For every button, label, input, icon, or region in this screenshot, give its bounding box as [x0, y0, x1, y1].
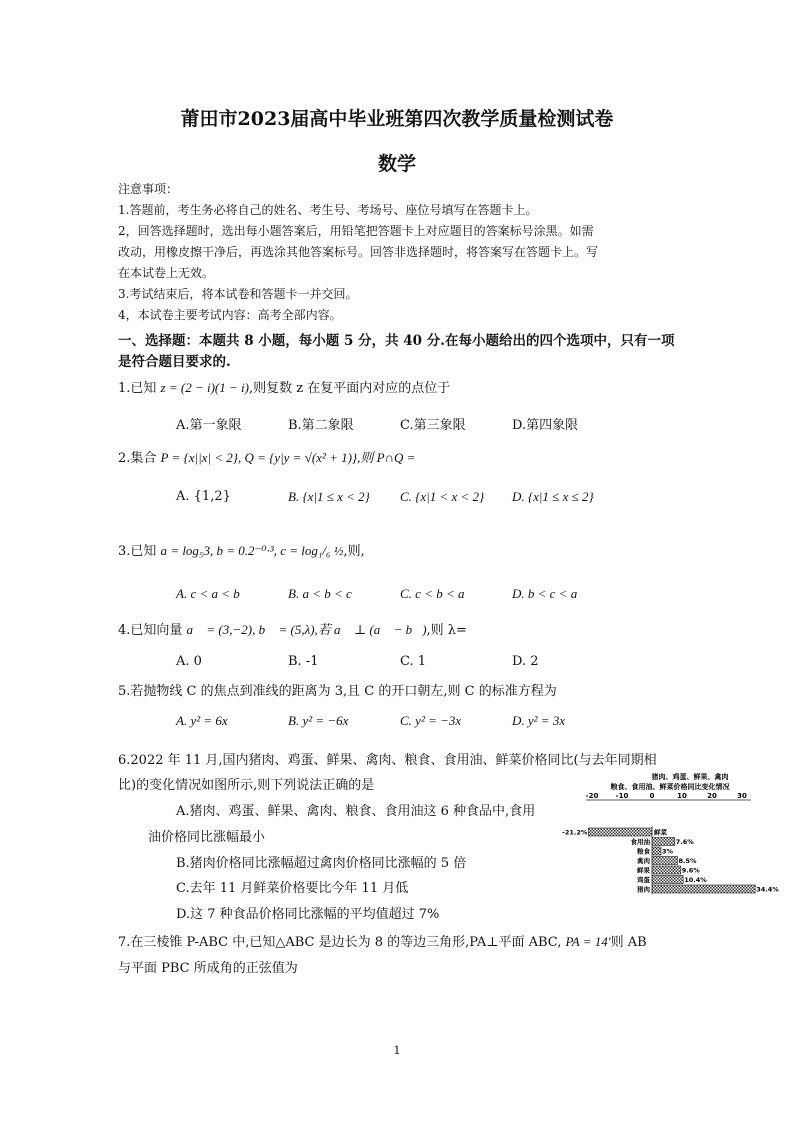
- question-3-option-c: C. c < b < a: [400, 586, 465, 601]
- question-5-option-a: A. y² = 6x: [176, 713, 228, 728]
- page-title: 莆田市2023届高中毕业班第四次教学质量检测试卷: [180, 108, 614, 130]
- question-6-option-c: C.去年 11 月鲜菜价格要比今年 11 月低: [176, 881, 409, 896]
- question-3-suffix: ,则,: [343, 544, 365, 559]
- chart-bar-6: [652, 885, 755, 893]
- chart-x-tick-label: -10: [615, 792, 629, 800]
- question-1-option-d: D.第四象限: [512, 418, 579, 433]
- question-4-option-c: C. 1: [400, 654, 427, 669]
- question-1-stem: [118, 377, 450, 396]
- question-1-option-c: C.第三象限: [400, 418, 466, 433]
- question-1-option-a: A.第一象限: [176, 418, 242, 433]
- question-2-stem: [118, 447, 415, 466]
- question-4-prefix: 4.已知向量: [118, 623, 187, 638]
- chart-category-label: 食用油: [630, 838, 650, 846]
- question-2-option-d: D. {x|1 ≤ x ≤ 2}: [512, 489, 594, 504]
- question-3-option-a: A. c < a < b: [176, 586, 240, 601]
- question-7-formula: PA = 14': [565, 934, 611, 949]
- question-4-option-d: D. 2: [512, 654, 539, 669]
- question-6-option-d: D.这 7 种食品价格同比涨幅的平均值超过 7%: [176, 907, 440, 922]
- chart-category-label: 猪肉: [637, 885, 650, 894]
- notes-item-1: 1.答题前，考生务必将自己的姓名、考生号、考场号、座位号填写在答题卡上。: [118, 203, 538, 217]
- notes-item-2-cont: 改动，用橡皮擦干净后，再选涂其他答案标号。回答非选择题时，将答案写在答题卡上。写: [118, 245, 599, 259]
- chart-x-tick-label: -20: [585, 792, 599, 800]
- chart-x-tick-label: 10: [677, 792, 687, 800]
- chart-bar-5: [652, 876, 683, 884]
- notes-item-4: 4，本试卷主要考试内容：高考全部内容。: [118, 308, 342, 322]
- chart-bar-2: [652, 847, 661, 855]
- chart-value-label: 34.4%: [756, 885, 779, 894]
- notes-item-3: 3.考试结束后，将本试卷和答题卡一并交回。: [118, 287, 358, 301]
- question-2-option-c: C. {x|1 < x < 2}: [400, 489, 485, 504]
- chart-category-label: 粮食: [637, 847, 650, 856]
- question-3-option-d: D. b < c < a: [512, 586, 578, 601]
- question-6-option-a-line2: 油价格同比涨幅最小: [148, 830, 266, 845]
- chart-value-label: 10.4%: [684, 876, 707, 884]
- chart-value-label: -21.2%: [562, 828, 588, 837]
- question-4-suffix: ,则 λ=: [426, 623, 467, 638]
- subject-title: 数学: [377, 153, 416, 175]
- chart-value-label: 8.5%: [678, 857, 697, 865]
- chart-value-label: 9.6%: [681, 866, 700, 875]
- question-4-option-a: A. 0: [176, 654, 202, 669]
- chart-x-tick-label: 20: [707, 792, 717, 800]
- question-2-prefix: 2.集合: [118, 451, 161, 466]
- chart-title-line2: 粮食、食用油、鲜菜价格同比变化情况: [610, 783, 730, 791]
- section-heading-line1: 一、选择题：本题共 8 小题，每小题 5 分，共 40 分.在每小题给出的四个选项中，只有一项: [118, 333, 675, 349]
- question-1-option-b: B.第二象限: [288, 418, 354, 433]
- chart-bar-0: [588, 828, 652, 836]
- question-7-line2: 与平面 PBC 所成角的正弦值为: [118, 961, 298, 976]
- price-change-chart: [560, 770, 779, 910]
- notes-item-2-end: 在本试卷上无效。: [118, 266, 215, 280]
- question-6-stem-line2: 比)的变化情况如图所示,则下列说法正确的是: [118, 778, 375, 793]
- chart-category-label: 鸡蛋: [637, 876, 650, 884]
- question-2-option-b: B. {x|1 ≤ x < 2}: [288, 489, 370, 504]
- question-5-option-d: D. y² = 3x: [512, 713, 566, 728]
- notes-heading: 注意事项：: [118, 182, 179, 196]
- question-4-formula: a⃗ = (3,−2), b⃗ = (5,λ),若 a⃗ ⊥ (a⃗ − b⃗): [186, 622, 427, 637]
- chart-value-label: 7.6%: [675, 838, 694, 846]
- chart-bar-4: [652, 866, 681, 874]
- question-2-formula: P = {x||x| < 2}, Q = {y|y = √(x² + 1)}: [160, 450, 358, 465]
- question-1-suffix: ,则复数 z 在复平面内对应的点位于: [248, 381, 451, 396]
- chart-bar-3: [652, 857, 678, 865]
- question-5-option-c: C. y² = −3x: [400, 713, 462, 728]
- chart-x-tick-label: 30: [737, 792, 747, 800]
- notes-item-2: 2，回答选择题时，选出每小题答案后，用铅笔把答题卡上对应题目的答案标号涂黑。如需: [118, 224, 594, 238]
- question-2-option-a: A. {1,2}: [176, 489, 231, 504]
- question-5-option-b: B. y² = −6x: [288, 713, 349, 728]
- question-5-stem: 5.若抛物线 C 的焦点到准线的距离为 3,且 C 的开口朝左,则 C 的标准方程为: [118, 684, 557, 699]
- chart-category-label: 鲜果: [637, 866, 650, 875]
- question-6-option-b: B.猪肉价格同比涨幅超过禽肉价格同比涨幅的 5 倍: [176, 856, 467, 871]
- question-4-option-b: B. -1: [288, 654, 319, 669]
- chart-title-line1: 猪肉、鸡蛋、鲜果、禽肉: [651, 773, 729, 781]
- question-2-suffix: ,则 P∩Q =: [357, 450, 416, 465]
- question-3-stem: [118, 540, 365, 559]
- question-3-prefix: 3.已知: [118, 544, 161, 559]
- chart-value-label: 3%: [662, 847, 674, 856]
- page-number: 1: [393, 1044, 401, 1057]
- question-4-stem: [118, 619, 467, 638]
- question-3-formula: a = log₅3, b = 0.2⁻⁰·³, c = log₁/₆ ½: [160, 543, 344, 558]
- chart-category-label: 鲜菜: [654, 828, 667, 837]
- chart-bar-1: [652, 838, 675, 846]
- question-7-prefix: 7.在三棱锥 P-ABC 中,已知△ABC 是边长为 8 的等边三角形,PA⊥平面 ABC,: [118, 935, 566, 950]
- question-7-line1: [118, 931, 647, 950]
- section-heading-line2: 是符合题目要求的.: [118, 354, 231, 370]
- question-7-suffix: 则 AB: [610, 935, 647, 950]
- question-6-option-a-line1: A.猪肉、鸡蛋、鲜果、禽肉、粮食、食用油这 6 种食品中,食用: [176, 804, 536, 819]
- question-1-formula: z = (2 − i)(1 − i): [160, 380, 249, 395]
- chart-x-tick-label: 0: [649, 792, 655, 800]
- chart-category-label: 禽肉: [637, 857, 650, 865]
- question-6-stem-line1: 6.2022 年 11 月,国内猪肉、鸡蛋、鲜果、禽肉、粮食、食用油、鲜菜价格同比(与去年同期相: [118, 753, 657, 768]
- question-1-prefix: 1.已知: [118, 381, 161, 396]
- question-3-option-b: B. a < b < c: [288, 586, 352, 601]
